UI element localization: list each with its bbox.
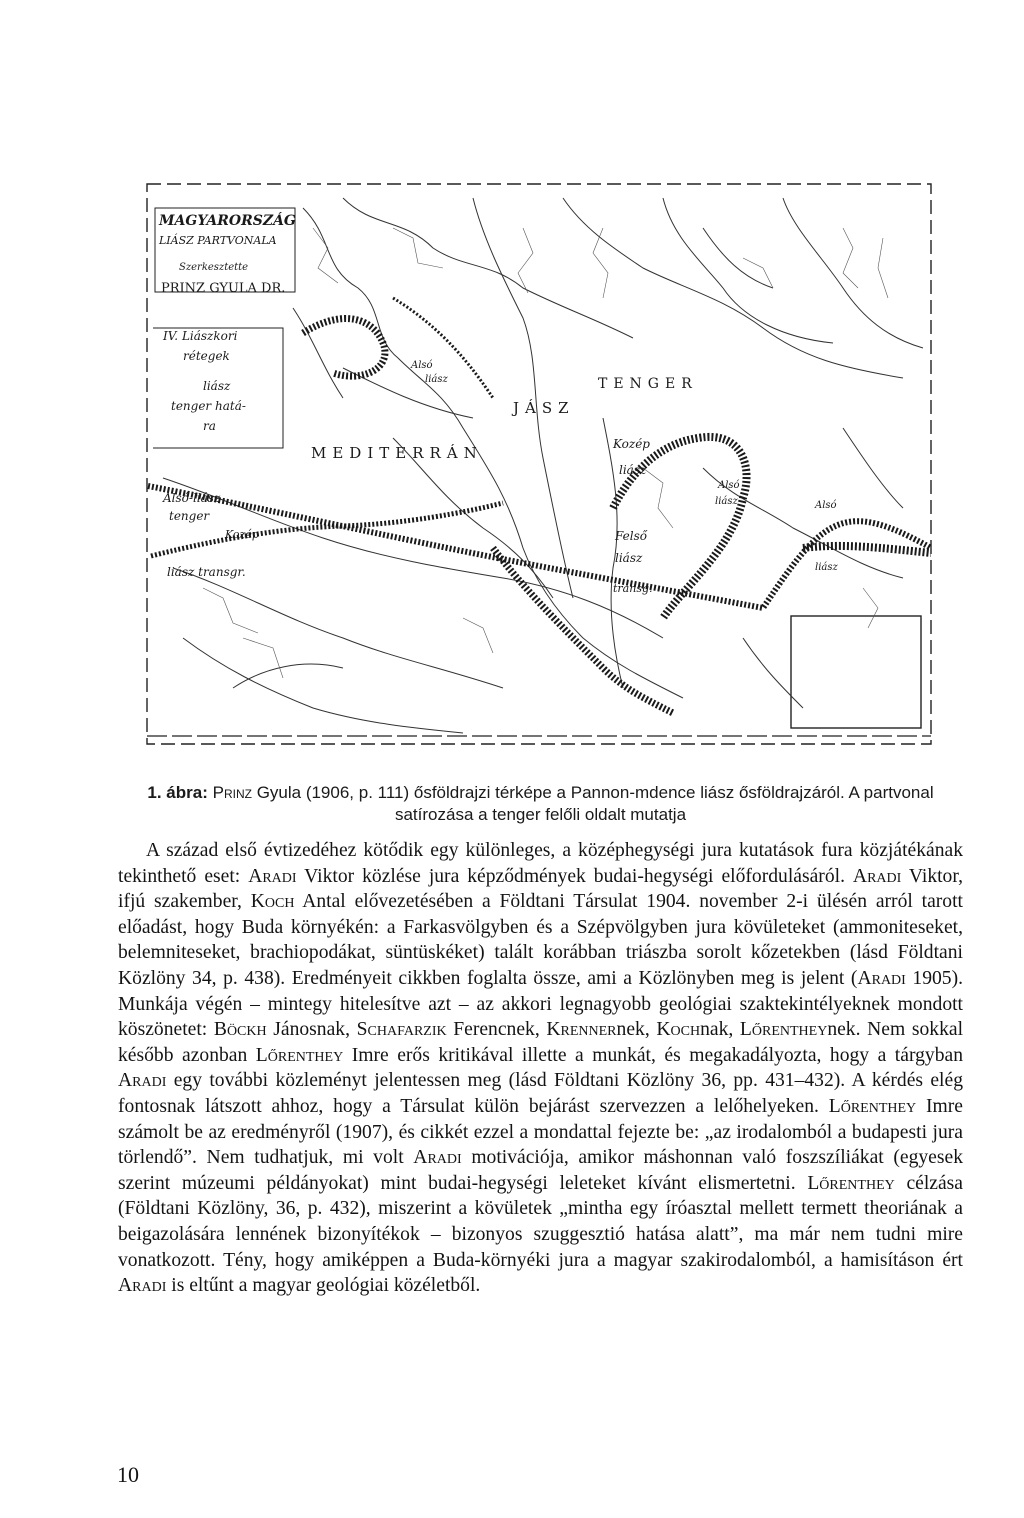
svg-text:Felső: Felső	[615, 529, 647, 543]
svg-text:IV. Liászkori: IV. Liászkori	[163, 329, 238, 343]
svg-text:Alsó-liász: Alsó-liász	[163, 491, 221, 505]
svg-text:tenger: tenger	[169, 509, 210, 523]
map-drawing	[143, 168, 938, 748]
svg-text:liász: liász	[615, 551, 643, 565]
svg-text:liász: liász	[619, 463, 647, 477]
person-name: Lőrenthey	[739, 1019, 828, 1041]
svg-text:Szerkesztette: Szerkesztette	[179, 262, 249, 273]
svg-text:liász: liász	[815, 562, 838, 573]
text-run: A század első évtizedéhez kötődik egy különleges, a középhegységi jura kutatások fura közjátékának tekinthető eset:	[118, 840, 963, 887]
caption-text: Gyula (1906, p. 111) ősföldrajzi térképe a Pannon-mdence liász ősföldrajzáról. A partvonal satírozása a tenger felőli oldalt mutatja	[256, 783, 934, 824]
person-name: Koch	[656, 1019, 701, 1041]
text-run: Antal elővezetésében a Földtani Társulat 1904. november 2-i ülésén arról tarott előadást, hogy Buda környékén: a Farkasvölgyben és a Szépvölgyben jura kövületeket (ammoniteseket, belemniteseket, brachiopodákat, süntüskéket) talált korábban triászba sorolt kőzetekben (lásd Földtani Közlöny 34, p. 438). Eredményeit cikkben foglalta össze, ami a Közlönyben meg is jelent (	[118, 891, 963, 989]
svg-text:rétegek: rétegek	[183, 349, 230, 363]
text-run: nek,	[616, 1019, 657, 1041]
svg-text:liász: liász	[203, 379, 231, 393]
text-run: célzása (Földtani Közlöny, 36, p. 432), miszerint a kövületek „mintha egy íróasztal mellett termett theoriának a beigazolására lennének bizonyítékok – bizonyos szuggesztió hatása alatt”, ma már nem tudni mire vonatkozott. Tény, hogy amiképpen a Buda-környéki jura a magyar szakirodalomból, a hamisításon ért	[118, 1172, 963, 1271]
svg-text:tenger hatá-: tenger hatá-	[171, 399, 246, 413]
person-name: Krenner	[546, 1019, 617, 1041]
text-run: Jánosnak,	[266, 1019, 357, 1041]
person-name: Aradi	[118, 1275, 167, 1297]
text-run: Imre erős kritikával illette a munkát, és megakadályozta, hogy a tárgyban	[343, 1044, 963, 1066]
text-run: motivációja, amikor máshonnan való foszszíliákat (egyesek szerint múzeumi példányokat) mint budai-hegységi leleteket kívánt elismertetni.	[118, 1147, 963, 1194]
person-name: Aradi	[857, 967, 906, 989]
text-run: Viktor, ifjú szakember,	[118, 865, 963, 913]
svg-text:Alsó: Alsó	[815, 500, 837, 511]
text-run: egy további közleményt jelentessen meg (lásd Földtani Közlöny 36, pp. 431–432). A kérdés elég fontosnak látszott ahhoz, hogy a Társulat külön bejárást szervezzen a lelőhelyeken.	[118, 1070, 963, 1117]
svg-text:transg.: transg.	[613, 582, 653, 595]
paleogeographic-map	[143, 168, 938, 748]
svg-text:liász: liász	[425, 374, 448, 385]
svg-text:Kozép: Kozép	[613, 437, 650, 451]
text-run: Imre számolt be az eredményről (1907), és cikkét ezzel a mondattal fejezte be: „az irodalomból a budapesti jura törlendő”. Nem tudhatjuk, mi volt	[118, 1095, 963, 1169]
caption-label: 1. ábra:	[147, 783, 208, 802]
svg-text:TENGER: TENGER	[598, 376, 698, 392]
person-name: Aradi	[248, 865, 297, 887]
svg-text:Alsó: Alsó	[718, 480, 740, 491]
svg-text:ra: ra	[203, 419, 216, 433]
svg-text:PRINZ GYULA DR.: PRINZ GYULA DR.	[161, 281, 286, 296]
svg-text:liász: liász	[715, 496, 738, 507]
person-name: Aradi	[413, 1147, 462, 1169]
person-name: Koch	[250, 891, 295, 913]
svg-text:JÁSZ: JÁSZ	[513, 399, 575, 417]
text-run: Viktor közlése jura képződmények budai-hegységi előfordulásáról.	[296, 865, 853, 887]
svg-text:MEDITERRÁN: MEDITERRÁN	[311, 444, 483, 462]
svg-text:Alsó: Alsó	[411, 360, 433, 371]
page-number: 10	[117, 1462, 139, 1487]
text-run: Ferencnek,	[446, 1019, 547, 1041]
person-name: Aradi	[852, 865, 902, 887]
text-run: nek. Nem sokkal később azonban	[118, 1019, 964, 1066]
text-run: 1905). Munkája végén – mintegy hitelesítve azt – az akkori legnagyobb geológiai szaktekintélyeknek mondott köszönetet:	[118, 967, 964, 1041]
caption-author: Prinz	[212, 783, 252, 802]
person-name: Lőrenthey	[255, 1044, 344, 1066]
svg-text:Kozép: Kozép	[225, 528, 259, 541]
person-name: Schafarzik	[356, 1019, 447, 1041]
text-run: nak,	[700, 1019, 740, 1041]
text-run: is eltűnt a magyar geológiai közéletből.	[166, 1275, 481, 1297]
svg-text:liász transgr.: liász transgr.	[167, 565, 246, 579]
person-name: Lőrenthey	[828, 1095, 917, 1117]
svg-text:LIÁSZ PARTVONALA: LIÁSZ PARTVONALA	[159, 234, 277, 247]
figure-caption	[118, 782, 963, 826]
svg-text:MAGYARORSZÁG: MAGYARORSZÁG	[159, 213, 296, 229]
person-name: Lőrenthey	[807, 1172, 895, 1194]
body-text	[118, 838, 963, 1299]
person-name: Aradi	[118, 1070, 167, 1092]
person-name: Böckh	[213, 1019, 267, 1041]
body-paragraph	[118, 838, 963, 1299]
